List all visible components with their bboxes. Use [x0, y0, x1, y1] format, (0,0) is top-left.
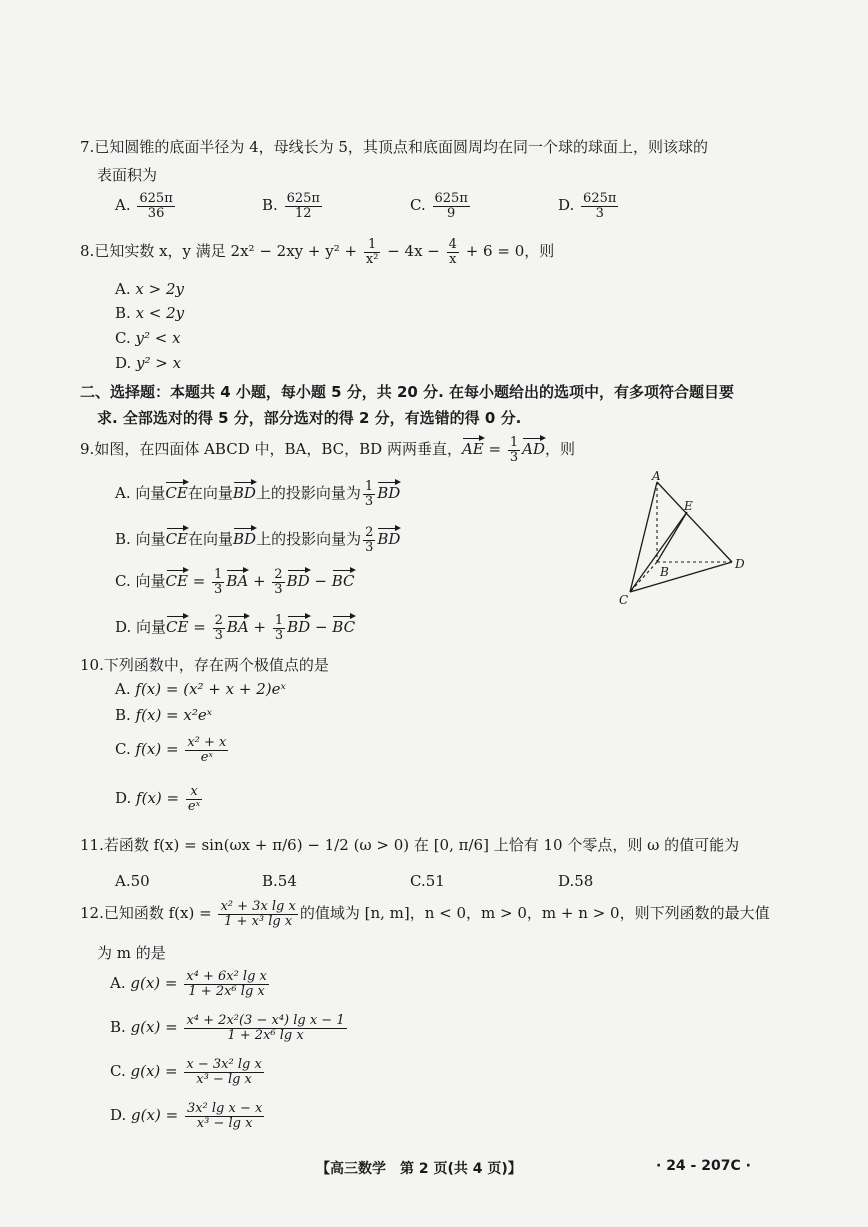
q7-option-d-fraction: $\frac{625\pi}{3}$ [583, 191, 617, 221]
q9-option-b: B. 向量CE在向量BD上的投影向量为 $\frac{2}{3}$ BD [115, 525, 401, 555]
q12-stem-a: 已知函数 f(x) = [103, 904, 212, 923]
question-10 [80, 654, 329, 675]
question-12 [80, 900, 770, 928]
q11-option-b: B.54 [262, 872, 297, 890]
edge-EB [657, 512, 687, 562]
q9-option-a: A. 向量CE在向量BD上的投影向量为 $\frac{1}{3}$ BD [115, 479, 401, 509]
label-C: C [619, 593, 629, 607]
q7-option-b-fraction: $\frac{625\pi}{12}$ [286, 191, 320, 221]
edge-CD [630, 562, 732, 592]
q8-fraction-1: $\frac{1}{\text{x²}}$ [365, 237, 379, 267]
q11-option-c: C.51 [410, 872, 445, 890]
question-9: 9.如图，在四面体 ABCD 中，BA，BC，BD 两两垂直，AE = $\frac{1}{3}$ AD，则 [80, 435, 576, 465]
q10-option-d: D. f(x) = $\frac{x}{\text{eˣ}}$ [115, 784, 201, 814]
q10-stem: 下列函数中，存在两个极值点的是 [103, 656, 329, 674]
label-D: D [735, 557, 745, 571]
q8-number: 8. [80, 242, 95, 261]
edge-AD [657, 482, 732, 562]
q7-number: 7. [80, 138, 95, 156]
q8-stem-c: + 6 = 0，则 [465, 242, 555, 261]
q7-option-b: B. $\frac{625\pi}{12}$ [262, 191, 320, 221]
edge-CE [630, 512, 687, 592]
q9-one-third: $\frac{1}{3}$ [509, 435, 519, 465]
q8-fraction-2: $\frac{4}{x}$ [448, 237, 457, 267]
q11-number: 11. [80, 836, 104, 854]
label-A: A [652, 470, 661, 483]
q12-option-b: B. g(x) = $\frac{\text{x⁴ + 2x²(3 − x⁴) lg x − 1}}{\text{1 + 2x⁶ lg x}}$ [110, 1013, 345, 1043]
q9-stem-b: ，则 [545, 440, 576, 459]
page-footer: 【高三数学 第 2 页(共 4 页)】 [316, 1161, 522, 1177]
q11-stem: 若函数 f(x) = sin(ωx + π/6) − 1/2 (ω > 0) 在 [0, π/6] 上恰有 10 个零点，则 ω 的值可能为 [103, 836, 740, 854]
q10-option-c: C. f(x) = $\frac{\text{x² + x}}{\text{eˣ}}$ [115, 735, 227, 765]
q8-option-d: D. y² > x [115, 354, 182, 372]
q7-option-c: C. $\frac{625\pi}{9}$ [410, 191, 468, 221]
q12-stem-b: 的值域为 [n, m]，n < 0，m > 0，m + n > 0，则下列函数的最大值 [299, 904, 770, 923]
question-8 [80, 238, 554, 266]
question-11 [80, 834, 739, 855]
q11-option-d: D.58 [558, 872, 594, 890]
q12-f-fraction: $\frac{\text{x² + 3x lg x}}{\text{1 + x³ lg x}}$ [220, 899, 296, 929]
q12-option-a: A. g(x) = $\frac{\text{x⁴ + 6x² lg x}}{\text{1 + 2x⁶ lg x}}$ [110, 969, 267, 999]
q12-stem-line2: 为 m 的是 [97, 944, 166, 962]
q9-number: 9. [80, 440, 95, 459]
section-2-line-2: 求. 全部选对的得 5 分，部分选对的得 2 分，有选错的得 0 分. [97, 409, 522, 427]
q10-option-b: B. f(x) = x²eˣ [115, 706, 213, 724]
q9-option-d: D. 向量CE = $\frac{2}{3}$ BA + $\frac{1}{3}$ BD − BC [115, 613, 356, 643]
vector-AE: AE [462, 436, 484, 457]
section-2-line-1: 二、选择题：本题共 4 小题，每小题 5 分，共 20 分. 在每小题给出的选项中，有多项符合题目要 [80, 383, 735, 401]
q7-option-a-fraction: $\frac{625\pi}{36}$ [139, 191, 173, 221]
q12-number: 12. [80, 904, 104, 923]
q7-option-d: D. $\frac{625\pi}{3}$ [558, 191, 617, 221]
q8-stem-a: 已知实数 x，y 满足 2x² − 2xy + y² + [94, 242, 358, 261]
label-B: B [660, 565, 669, 579]
q12-option-d: D. g(x) = $\frac{\text{3x² lg x − x}}{\text{x³ − lg x}}$ [110, 1101, 263, 1131]
q7-stem-line2: 表面积为 [97, 166, 158, 184]
exam-code: · 24 - 207C · [656, 1158, 751, 1174]
q8-option-a: A. x > 2y [115, 280, 184, 298]
q7-option-a: A. $\frac{625\pi}{36}$ [115, 191, 173, 221]
question-7 [80, 136, 708, 157]
q7-stem: 已知圆锥的底面半径为 4，母线长为 5，其顶点和底面圆周均在同一个球的球面上，则该球的 [94, 138, 708, 156]
label-E: E [684, 499, 693, 513]
q8-stem-b: − 4x − [387, 242, 440, 261]
q11-option-a: A.50 [115, 872, 150, 890]
q7-option-c-fraction: $\frac{625\pi}{9}$ [434, 191, 468, 221]
q9-option-c: C. 向量CE = $\frac{1}{3}$ BA + $\frac{2}{3}$ BD − BC [115, 567, 355, 597]
edge-AC [630, 482, 657, 592]
q8-option-c: C. y² < x [115, 329, 181, 347]
q10-number: 10. [80, 656, 104, 674]
q9-stem-a: 如图，在四面体 ABCD 中，BA，BC，BD 两两垂直， [94, 440, 462, 459]
q10-option-a: A. f(x) = (x² + x + 2)eˣ [115, 680, 286, 698]
q8-option-b: B. x < 2y [115, 304, 185, 322]
q12-option-c: C. g(x) = $\frac{\text{x − 3x² lg x}}{\text{x³ − lg x}}$ [110, 1057, 262, 1087]
tetrahedron-figure [612, 470, 752, 610]
vector-AD: AD [522, 436, 545, 457]
